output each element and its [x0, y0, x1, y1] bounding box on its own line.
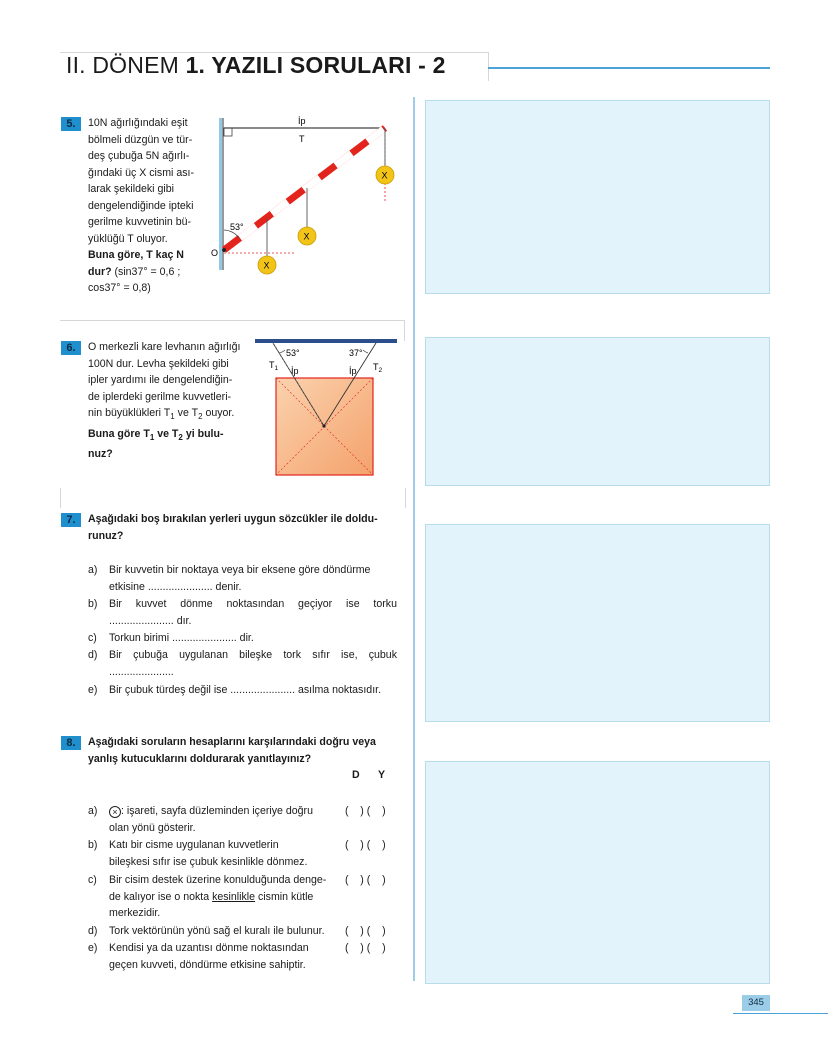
q6-line: 100N dur. Levha şekildeki gibi	[88, 357, 229, 370]
q6-line: nin büyüklükleri $T_1$ ve $T_2$ ouyor.	[88, 407, 235, 422]
q5-line: ğındaki üç X cismi ası-	[88, 166, 194, 179]
q7-item: a) Bir kuvvetin bir noktaya veya bir eksene göre döndürme etkisine ...................... denir.	[88, 564, 371, 593]
rope-right-label: İp	[349, 366, 357, 376]
tension-label: T	[299, 134, 305, 144]
right-angle-mark	[224, 128, 232, 136]
question-number-5: 5.	[61, 117, 81, 131]
q7-prompt-line: runuz?	[88, 529, 124, 542]
q8-letter: a)	[88, 805, 98, 817]
rope-label: İp	[298, 116, 306, 126]
q7-item: b) Bir kuvvet dönme noktasından geçiyor ise torku ...................... dır.	[88, 598, 397, 627]
angle-label: 53°	[230, 222, 244, 232]
q5-line: gerilme kuvvetinin bü-	[88, 216, 192, 228]
q7-prompt-line: Aşağıdaki boş bırakılan yerleri uygun sözcükler ile doldu-	[88, 513, 378, 525]
q5-trig: (sin37° = 0,6 ;	[111, 265, 181, 278]
q8-letter: b)	[88, 839, 98, 851]
question-7-prompt	[88, 511, 397, 544]
title-rule	[488, 67, 770, 69]
wall	[219, 118, 222, 270]
q5-line: dengelendiğinde ipteki	[88, 199, 194, 212]
q5-line: 10N ağırlığındaki eşit	[88, 117, 188, 129]
page-number: 345	[742, 995, 770, 1011]
q8-item-e: Kendisi ya da uzantısı dönme noktasından	[109, 942, 309, 954]
column-d: D	[352, 769, 360, 781]
q5-trig: cos37° = 0,8)	[88, 282, 151, 294]
answer-box-8[interactable]	[425, 761, 770, 984]
column-y: Y	[378, 769, 386, 781]
question-5-text	[88, 115, 204, 297]
angle-right-label: 37°	[349, 348, 363, 358]
q8-letter: d)	[88, 925, 98, 937]
angle-left-label: 53°	[286, 348, 300, 358]
q7-frame	[60, 488, 406, 508]
question-8-prompt	[88, 734, 400, 767]
angle-arc-right	[363, 350, 368, 353]
q8-letter: c)	[88, 874, 97, 886]
answer-box-6[interactable]	[425, 337, 770, 486]
title-plain: II. DÖNEM	[66, 52, 186, 78]
q6-figure	[255, 334, 405, 479]
pivot-label: O	[211, 248, 219, 258]
true-false-boxes[interactable]: ( ) ( )	[345, 805, 386, 817]
true-false-boxes[interactable]: ( ) ( )	[345, 874, 386, 886]
title-bold: 1. YAZILI SORULARI - 2	[185, 52, 446, 78]
q5-question: dur?	[88, 265, 112, 278]
q6-line: ipler yardımı ile dengelendiğin-	[88, 374, 233, 386]
q8-item-c: Bir cisim destek üzerine konulduğunda denge-	[109, 874, 327, 886]
q8-item-b: Katı bir cisme uygulanan kuvvetlerin	[109, 839, 279, 851]
pivot	[222, 248, 226, 252]
angle-arc-left	[279, 350, 285, 353]
q5-line: yüklüğü T oluyor.	[88, 232, 168, 245]
q6-question: nuz?	[88, 448, 113, 461]
t2-label: $T_2$	[373, 362, 383, 374]
answer-box-5[interactable]	[425, 100, 770, 294]
q6-question: Buna göre $T_1$ ve $T_2$ yi bulu-	[88, 427, 224, 442]
q8-prompt-line: yanlış kutucuklarını doldurarak yanıtlayınız?	[88, 752, 312, 765]
q5-line: bölmeli düzgün ve tür-	[88, 133, 193, 146]
rope-left-label: İp	[291, 366, 299, 376]
q6-line: O merkezli kare levhanın ağırlığı	[88, 341, 241, 353]
q8-letter: e)	[88, 942, 98, 954]
question-number-6: 6.	[61, 341, 81, 355]
question-number-7: 7.	[61, 513, 81, 527]
true-false-boxes[interactable]: ( ) ( )	[345, 942, 386, 954]
t1-label: $T_1$	[269, 360, 279, 372]
column-separator	[413, 97, 415, 981]
q8-item-a: × : işareti, sayfa düzleminden içeriye doğru	[109, 803, 313, 820]
center-o	[322, 424, 325, 427]
q6-line: de iplerdeki gerilme kuvvetleri-	[88, 390, 232, 403]
question-number-8: 8.	[61, 736, 81, 750]
q5-line: larak şekildeki gibi	[88, 183, 174, 195]
mass-label: X	[303, 231, 310, 242]
page-title	[66, 52, 446, 79]
ceiling	[255, 339, 397, 343]
q8-list: a) × : işareti, sayfa düzleminden içeriye doğru olan yönü gösterir. ( ) ( ) b) Katı bir cisme uygulanan kuvvetlerin bileşkesi sıfır ise çubuk kesinlikle dönmez. ( ) ( ) c) Bir cisim destek üzerine konulduğunda denge- de kalıyor ise o nokta kesinlikle cismin kütle merkezidir. ( ) ( ) d) Tork vektörünün yönü sağ el kuralı ile bulunur. ( ) ( ) e) Kendisi ya da uzantısı dönme noktasından geçen kuvveti, döndürme etkisine sahiptir. ( ) ( )	[88, 805, 386, 971]
q7-item: c) Torkun birimi ...................... dir.	[88, 632, 254, 644]
q7-item: d) Bir çubuğa uygulanan bileşke tork sıfır ise, çubuk ......................	[88, 649, 397, 678]
q5-figure	[205, 110, 410, 280]
q8-prompt-line: Aşağıdaki soruların hesaplarını karşılarındaki doğru veya	[88, 736, 376, 748]
true-false-boxes[interactable]: ( ) ( )	[345, 839, 386, 851]
answer-box-7[interactable]	[425, 524, 770, 722]
q8-item-d: Tork vektörünün yönü sağ el kuralı ile bulunur.	[109, 925, 325, 937]
mass-label: X	[381, 170, 388, 181]
q5-line: deş çubuğa 5N ağırlı-	[88, 150, 190, 162]
question-6-text	[88, 339, 248, 463]
otimes-icon: ×	[109, 806, 121, 818]
q7-item: e) Bir çubuk türdeş değil ise ...................... asılma noktasıdır.	[88, 684, 382, 696]
true-false-boxes[interactable]: ( ) ( )	[345, 925, 386, 937]
mass-label: X	[263, 260, 270, 271]
q7-list	[88, 562, 397, 702]
q5-question: Buna göre, T kaç N	[88, 249, 184, 261]
footer-rule	[733, 1013, 828, 1014]
